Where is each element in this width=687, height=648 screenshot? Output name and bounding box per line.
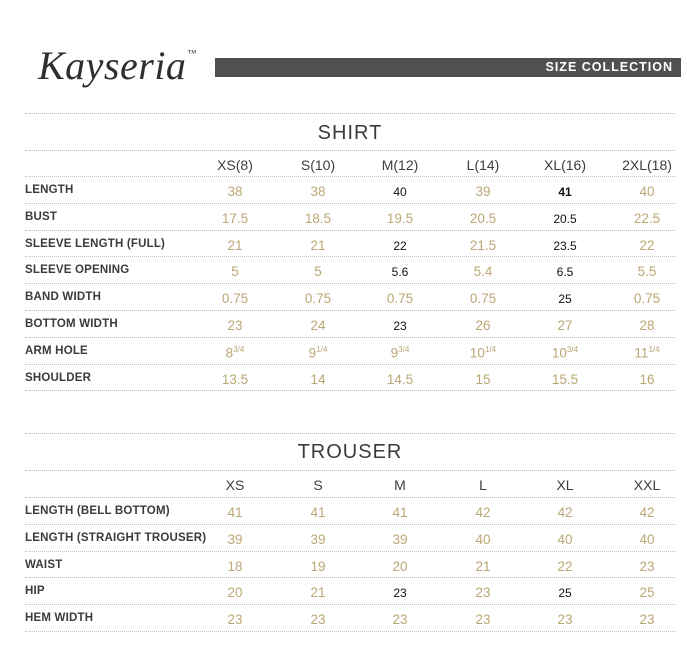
size-value: 23	[310, 612, 326, 628]
size-value: $10^{3/4}$	[551, 344, 579, 361]
divider	[25, 390, 675, 391]
size-value: 20	[227, 585, 243, 601]
divider	[25, 113, 675, 114]
size-value: 21.5	[469, 237, 497, 253]
size-value: 23	[393, 586, 407, 601]
shirt-title: SHIRT	[317, 122, 383, 144]
divider	[25, 337, 675, 338]
brand-logo: Kayseria™	[38, 43, 197, 88]
size-value: 41	[558, 185, 572, 199]
size-header: XS(8)	[217, 157, 253, 173]
size-value: 23	[475, 612, 491, 628]
size-value: 0.75	[304, 291, 332, 307]
size-value: 5	[231, 264, 239, 280]
size-header: XL	[556, 477, 574, 493]
row-label: SLEEVE OPENING	[25, 264, 130, 277]
size-value: 16	[639, 371, 655, 387]
size-value: 21	[227, 237, 243, 253]
size-value: 5.6	[391, 265, 409, 280]
size-value: 14	[310, 371, 326, 387]
row-label: WAIST	[25, 558, 63, 571]
size-value: 25	[639, 585, 655, 601]
size-value: 0.75	[633, 291, 661, 307]
divider	[25, 283, 675, 284]
size-value: 40	[639, 184, 655, 199]
size-value: 40	[475, 531, 491, 547]
size-value: 23	[393, 319, 407, 333]
size-value: $9^{3/4}$	[390, 344, 410, 361]
divider	[25, 256, 675, 257]
size-value: 19	[310, 558, 326, 574]
size-value: 14.5	[386, 371, 414, 387]
fraction: 1/4	[484, 344, 497, 354]
size-value: 39	[475, 184, 491, 199]
divider	[25, 176, 675, 177]
size-value: 23	[639, 612, 655, 628]
size-value: 25	[558, 586, 572, 601]
divider	[25, 577, 675, 578]
size-header: XS	[225, 477, 245, 493]
row-label: HEM WIDTH	[25, 612, 94, 625]
size-value: 21	[310, 585, 326, 601]
divider	[25, 310, 675, 311]
size-header: L(14)	[466, 157, 500, 173]
size-value: 20.5	[553, 211, 577, 226]
row-label: SLEEVE LENGTH (FULL)	[25, 237, 166, 250]
size-value: 23	[557, 612, 573, 628]
divider	[25, 230, 675, 231]
size-header: XXL	[633, 477, 661, 493]
size-value: $8^{3/4}$	[225, 344, 245, 361]
fraction: 1/4	[316, 344, 328, 354]
size-value: 39	[227, 531, 243, 547]
row-label: HIP	[25, 585, 45, 598]
size-value: 15.5	[551, 371, 579, 387]
divider	[25, 150, 675, 151]
size-header: 2XL(18)	[622, 157, 672, 173]
divider	[25, 497, 675, 498]
divider	[25, 524, 675, 525]
size-value: 19.5	[386, 210, 414, 226]
size-value: $11^{1/4}$	[634, 344, 660, 361]
size-header: M	[394, 477, 406, 493]
size-value: 5.4	[473, 264, 493, 280]
size-value: 39	[392, 531, 408, 547]
size-value: 38	[310, 184, 326, 199]
size-value: 5.5	[637, 264, 657, 280]
size-value: 41	[227, 505, 243, 520]
size-value: 23	[639, 558, 655, 574]
size-value: 21	[475, 558, 491, 574]
divider	[25, 551, 675, 552]
divider	[25, 470, 675, 471]
size-value: 22	[393, 238, 407, 253]
size-collection-banner	[215, 58, 681, 77]
divider	[25, 631, 675, 632]
row-label: BAND WIDTH	[25, 291, 102, 304]
size-value: 39	[310, 531, 326, 547]
size-value: 18	[227, 558, 243, 574]
size-value: 23	[227, 612, 243, 628]
size-value: 40	[393, 185, 407, 199]
size-value: 21	[310, 237, 326, 253]
size-value: 0.75	[221, 291, 249, 307]
size-value: 6.5	[556, 265, 574, 280]
size-value: 5	[314, 264, 322, 280]
size-value: 26	[475, 318, 491, 333]
size-value: $10^{1/4}$	[469, 344, 497, 361]
fraction: 3/4	[566, 344, 579, 354]
row-label: SHOULDER	[25, 371, 92, 384]
size-value: 42	[639, 505, 655, 520]
size-value: 13.5	[221, 371, 249, 387]
size-value: 25	[558, 292, 572, 307]
row-label: LENGTH (STRAIGHT TROUSER)	[25, 531, 207, 544]
size-value: 27	[557, 318, 573, 333]
size-value: 28	[639, 318, 655, 333]
row-label: BOTTOM WIDTH	[25, 318, 118, 330]
size-header: M(12)	[381, 157, 419, 173]
size-value: 40	[557, 531, 573, 547]
size-value: 22	[639, 237, 655, 253]
size-value: 0.75	[469, 291, 497, 307]
fraction: 3/4	[233, 344, 245, 354]
size-value: 18.5	[304, 210, 332, 226]
size-value: 22.5	[633, 210, 661, 226]
row-label: BUST	[25, 210, 58, 223]
banner-label: SIZE COLLECTION	[545, 60, 673, 74]
size-value: 23	[475, 585, 491, 601]
divider	[25, 364, 675, 365]
divider	[25, 203, 675, 204]
divider	[25, 604, 675, 605]
size-value: 15	[475, 371, 491, 387]
size-header: S(10)	[300, 157, 336, 173]
size-value: 42	[557, 505, 573, 520]
row-label: ARM HOLE	[25, 344, 88, 357]
size-value: 38	[227, 184, 243, 199]
size-value: 20.5	[469, 210, 497, 226]
divider	[25, 433, 675, 434]
size-value: 17.5	[221, 210, 249, 226]
size-value: 23	[227, 318, 243, 333]
size-value: 23	[392, 612, 408, 628]
size-value: 41	[392, 505, 408, 520]
size-value: 23.5	[553, 238, 577, 253]
size-value: 42	[475, 505, 491, 520]
size-value: 41	[310, 505, 326, 520]
size-value: 0.75	[386, 291, 414, 307]
row-label: LENGTH	[25, 184, 74, 196]
size-header: XL(16)	[543, 157, 587, 173]
size-value: 20	[392, 558, 408, 574]
trouser-title: TROUSER	[297, 441, 403, 463]
size-value: $9^{1/4}$	[308, 344, 328, 361]
size-value: 40	[639, 531, 655, 547]
size-value: 22	[557, 558, 573, 574]
size-value: 24	[310, 318, 326, 333]
fraction: 3/4	[398, 344, 410, 354]
fraction: 1/4	[648, 344, 660, 354]
row-label: LENGTH (BELL BOTTOM)	[25, 505, 170, 517]
size-header: S	[313, 477, 323, 493]
size-header: L	[479, 477, 487, 493]
